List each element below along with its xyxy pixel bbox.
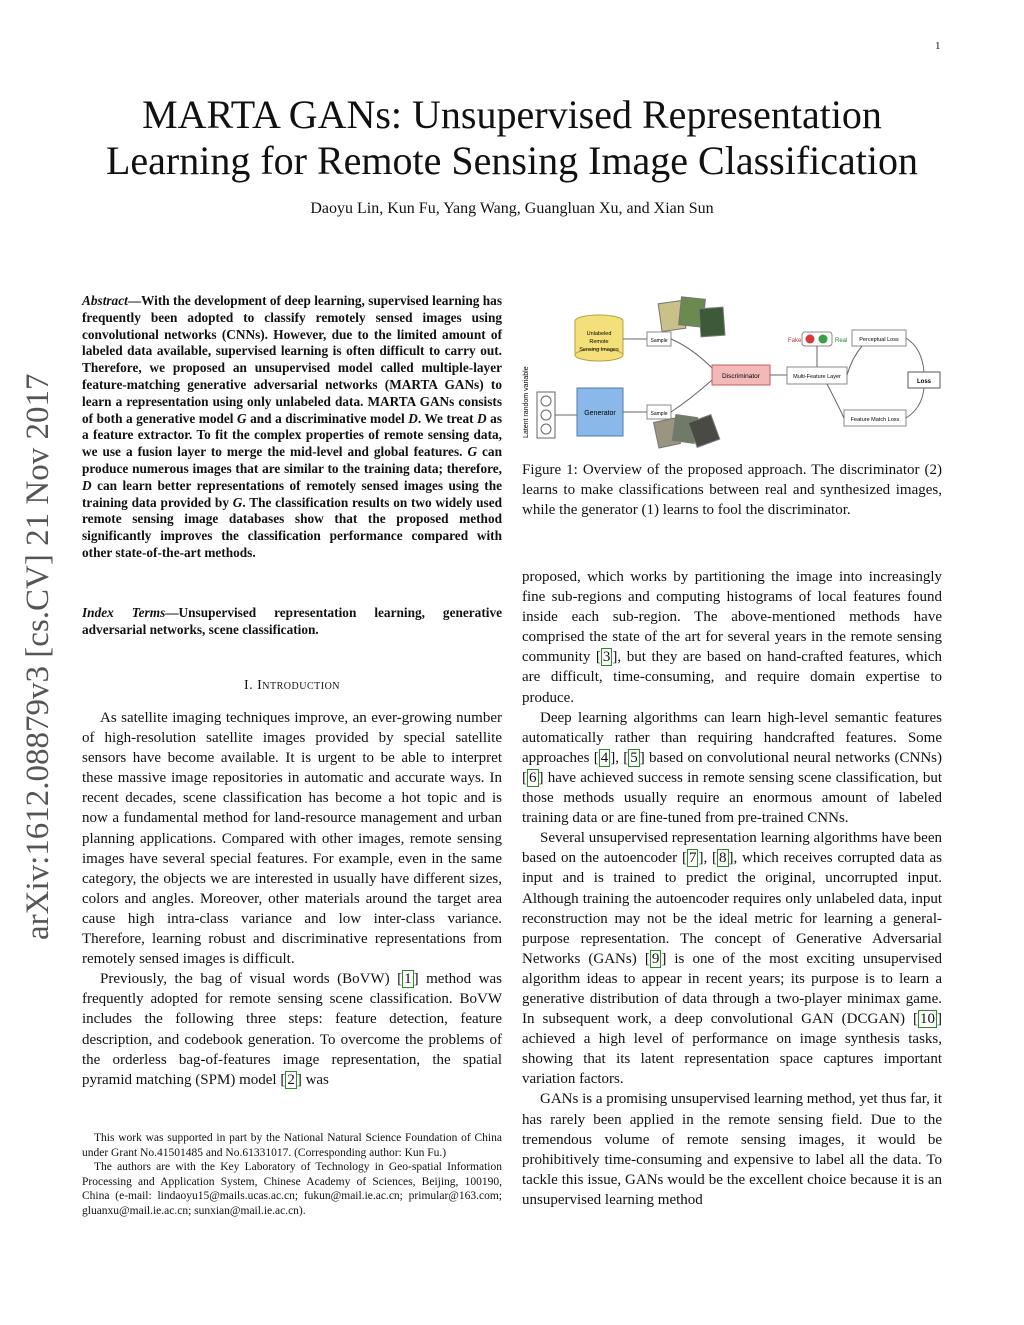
latent-node [541, 410, 551, 420]
text-span: , but they are based on hand-crafted features, which are difficult, time-consuming, and require domain expertise to produce. [522, 649, 942, 706]
author-list: Daoyu Lin, Kun Fu, Yang Wang, Guangluan Xu, and Xian Sun [310, 200, 714, 217]
citation-link[interactable]: 8 [719, 850, 727, 867]
right-paragraph-1: proposed, which works by partitioning the image into increasingly fine sub-regions and computing histograms of local features found inside each sub-region. The above-mentioned methods have comprised the state of the art for several years in the remote sensing community [ 3 ], but they are based on hand-crafted features, which are difficult, time-consuming, and require domain expertise to produce. [522, 569, 942, 706]
abstract-text-6: can learn better representations of remotely sensed images using the training data provided by [82, 477, 502, 510]
abstract-text-4: as a feature extractor. To fit the complex properties of remote sensing data, we use a fusion layer to merge the mid-level and global features. [82, 410, 502, 460]
discriminator-label: Discriminator [722, 373, 760, 380]
sample-label: Sample [650, 338, 668, 344]
right-paragraph-4: GANs is a promising unsupervised learning method, yet thus far, it has rarely been applied in the remote sensing field. Due to the tremendous volume of remote sensing images, it would be prohibitively time-consuming and expensive to label all the data. To tackle this issue, GANs would be the excellent choice because it is an unsupervised learning method [522, 1091, 942, 1208]
citation-link[interactable]: 4 [600, 749, 609, 766]
intro-paragraph-2: Previously, the bag of visual words (BoVW) [ 1 ] method was frequently adopted for remote sensing scene classification. BoVW includes the following three steps: feature detection, feature description, and codebook generation. To overcome the problems of the orderless bag-of-features image representation, the spatial pyramid matching (SPM) model [ 2 ] was [82, 971, 502, 1088]
section-numeral: I. [243, 678, 254, 693]
figure-1 [522, 288, 942, 454]
abstract-dash: — [127, 293, 142, 308]
footnote-funding: This work was supported in part by the National Natural Science Foundation of China under Grant No.41501485 and No.61331017. (Corresponding author: Kun Fu.) [82, 1132, 502, 1159]
right-paragraph-3: Several unsupervised representation learning algorithms have been based on the autoencoder [ 7 ], [ 8 ], which receives corrupted data as input and is trained to predict the original, uncorrupted input. Although training the autoencoder requires only unlabeled data, input reconstruction may not be the ideal metric for learning a general-purpose representation. The concept of Generative Adversarial Networks (GANs) [ 9 ] is one of the most exciting unsupervised algorithm ideas to appear in recent years; its purpose is to learn a generative distribution of data through a two-player minimax game. In subsequent work, a deep convolutional GAN (DCGAN) [ 10 ] achieved a high level of performance on image synthesis tasks, showing that its latent representation space captures important variation factors. [522, 830, 942, 1088]
text-span: , which receives corrupted data as input and is trained to predict the original, uncorrupted input. Although training the autoencoder requires only unlabeled data, input reconstruction may not be the ideal metric for learning a general-purpose representation. The concept of Generative Adversarial Networks (GANs) [522, 850, 942, 967]
right-body [522, 567, 942, 1210]
real-light [819, 335, 828, 344]
multi-feature-label: Multi-Feature Layer [793, 374, 841, 380]
text-span: is one of the most exciting unsupervised algorithm ideas to appear in recent years; its purpose is to learn a generative distribution of data through a two-player minimax game. In subsequent work, a deep convolutional GAN (DCGAN) [522, 950, 942, 1028]
text-span: Several unsupervised representation learning algorithms have been based on the autoencoder [522, 830, 942, 867]
feature-match-loss-label: Feature Match Loss [850, 417, 900, 423]
arrow [827, 384, 844, 418]
abstract-text-7: . The classification results on two widely used remote sensing image databases show that the proposed method significantly improves the classification performance compared with other state-of-the-art methods. [82, 494, 502, 560]
citation-link[interactable]: 2 [287, 1071, 295, 1088]
math-D: D [82, 477, 92, 493]
text-span: achieved a high level of performance on image synthesis tasks, showing that its latent representation space captures important variation factors. [522, 1031, 942, 1088]
section-title: Introduction [257, 678, 341, 693]
citation-link[interactable]: 9 [651, 950, 660, 967]
latent-node [541, 396, 551, 406]
abstract-text-1: With the development of deep learning, supervised learning has frequently been adopted to classify remotely sensed images using convolutional networks (CNNs). However, due to the limited amount of labeled data available, supervised learning is often difficult to carry out. Therefore, we proposed an unsupervised model called multiple-layer feature-matching generative adversarial networks (MARTA GANs) to learn a representation using only unlabeled data. MARTA GANs consists of both a generative model [82, 293, 502, 426]
intro-paragraph-1: As satellite imaging techniques improve, an ever-growing number of high-resolution satellite images provided by special satellite sensors have become available. It is urgent to be able to interpret these massive image repositories in automatic and accurate ways. In recent decades, scene classification has become a hot topic and is now a fundamental method for land-resource management and urban planning applications. Compared with other images, remote sensing images have several special features. For example, even in the same category, the objects we are interested in usually have different sizes, colors and angles. Moreover, other materials around the target area cause high intra-class variance and low inter-class variance. Therefore, learning robust and discriminative representations from remotely sensed images is difficult. [82, 710, 502, 968]
architecture-diagram [522, 288, 942, 454]
index-terms-dash: — [165, 605, 179, 620]
citation-link[interactable]: 6 [529, 769, 537, 786]
intro-body [82, 708, 502, 1090]
arrow [906, 338, 924, 372]
abstract-text-2: and a discriminative model [246, 410, 409, 426]
citation-link[interactable]: 5 [630, 749, 638, 766]
section-heading-introduction [82, 678, 502, 694]
sample-label: Sample [650, 411, 668, 417]
text-span: have achieved success in remote sensing scene classification, but those methods usually require an enormous amount of labeled training data or are fine-tuned from pre-trained CNNs. [522, 769, 942, 827]
abstract-label: Abstract [82, 293, 128, 308]
perceptual-loss-label: Perceptual Loss [859, 337, 899, 343]
title-line-2: Learning for Remote Sensing Image Classification [105, 138, 918, 183]
arrow [906, 388, 924, 418]
database-label-2: Remote [589, 339, 609, 345]
arrow [847, 346, 862, 375]
fake-label: Fake [788, 338, 802, 344]
arxiv-identifier[interactable]: arXiv:1612.08879v3 [cs.CV] 21 Nov 2017 [20, 373, 56, 940]
citation-link[interactable]: 10 [920, 1011, 935, 1028]
text-span: , [615, 749, 624, 766]
text-span: Deep learning algorithms can learn high-level semantic features automatically rather than requiring handcrafted features. Some approaches [522, 709, 942, 766]
paper-title [0, 92, 1024, 184]
math-D: D [477, 410, 487, 426]
arrow [671, 380, 712, 412]
real-label: Real [835, 338, 848, 344]
footnote [82, 1131, 502, 1219]
abstract-text-5: can produce numerous images that are similar to the training data; therefore, [82, 444, 502, 476]
loss-label: Loss [916, 379, 932, 385]
abstract-text-3: . We treat [417, 410, 478, 426]
footnote-affiliation: The authors are with the Key Laboratory of Technology in Geo-spatial Information Processing and Application System, Chinese Academy of Sciences, Beijing, 100190, China (e-mail: lindaoyu15@mails.ucas.ac.cn; fukun@mail.ie.ac.cn; primular@163.com; gluanxu@mail.ie.ac.cn; sunxian@mail.ie.ac.cn). [82, 1161, 502, 1217]
arrow [671, 339, 712, 368]
text-span: based on convolutional neural networks (CNNs) [644, 749, 943, 766]
math-G: G [232, 494, 243, 510]
text-span: method was frequently adopted for remote sensing scene classification. BoVW includes the following three steps: feature detection, feature description, and codebook generation. To overcome the problems of the orderless bag-of-features image representation, the spatial pyramid matching (SPM) model [82, 971, 502, 1088]
citation-link[interactable]: 7 [688, 850, 697, 867]
citation-link[interactable]: 3 [602, 649, 611, 666]
abstract [82, 293, 502, 562]
generator-label: Generator [584, 410, 616, 417]
text-span: Previously, the bag of visual words (BoVW) [100, 971, 398, 988]
index-terms [82, 605, 502, 639]
index-terms-label: Index Terms [82, 605, 166, 620]
page-number: 1 [935, 40, 941, 52]
math-G: G [467, 444, 478, 460]
figure-caption: Figure 1: Overview of the proposed approach. The discriminator (2) learns to make classifications between real and synthesized images, while the generator (1) learns to fool the discriminator. [522, 462, 942, 519]
title-line-1: MARTA GANs: Unsupervised Representation [142, 92, 882, 137]
citation-link[interactable]: 1 [404, 971, 412, 988]
math-D: D [408, 410, 418, 426]
text-span: was [301, 1071, 329, 1088]
latent-node [541, 424, 551, 434]
database-label-1: Unlabeled [586, 331, 612, 337]
latent-label: Latent random variable [523, 366, 530, 438]
right-paragraph-2: Deep learning algorithms can learn high-level semantic features automatically rather than requiring handcrafted features. Some approaches [ 4 ], [ 5 ] based on convolutional neural networks (CNNs) [ 6 ] have achieved success in remote sensing scene classification, but those methods usually require an enormous amount of labeled training data or are fine-tuned from pre-trained CNNs. [522, 709, 943, 827]
fake-light [806, 335, 815, 344]
math-G: G [236, 410, 247, 426]
index-terms-text: Unsupervised representation learning, generative adversarial networks, scene classification. [82, 605, 502, 637]
database-label-3: Sensing Images [579, 347, 619, 353]
text-span: , [703, 850, 713, 867]
text-span: proposed, which works by partitioning the image into increasingly fine sub-regions and computing histograms of local features found inside each sub-region. The above-mentioned methods have comprised the state of the art for several years in the remote sensing community [522, 569, 942, 666]
real-image [699, 307, 725, 337]
